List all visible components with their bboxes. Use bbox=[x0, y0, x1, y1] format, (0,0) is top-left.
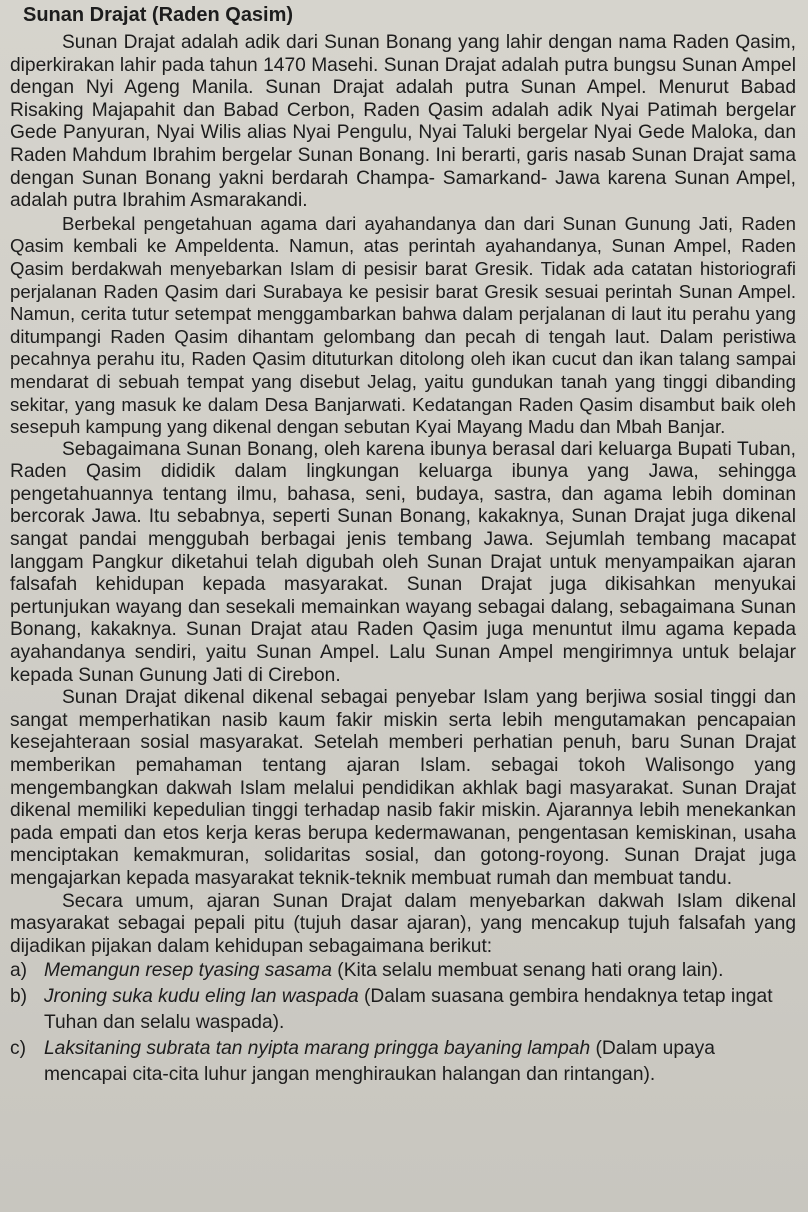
paragraph-3: Sebagaimana Sunan Bonang, oleh karena ibunya berasal dari keluarga Bupati Tuban, Raden Qasim dididik dalam lingkungan keluarga ibunya yang Jawa, sehingga pengetahuannya tentang ilmu, bahasa, seni, budaya, sastra, dan agama lebih dominan bercorak Jawa. Itu sebabnya, seperti Sunan Bonang, kakaknya, Sunan Drajat juga dikenal sangat pandai menggubah berbagai jenis tembang Jawa. Sejumlah tembang macapat langgam Pangkur diketahui telah digubah oleh Sunan Drajat untuk menyampaikan ajaran falsafah kehidupan kepada masyarakat. Sunan Drajat juga dikisahkan menyukai pertunjukan wayang dan sesekali memainkan wayang sebagai dalang, sebagaimana Sunan Bonang, kakaknya. Sunan Drajat atau Raden Qasim juga menuntut ilmu agama kepada ayahandanya sendiri, yaitu Sunan Ampel. Lalu Sunan Ampel mengirimnya untuk belajar kepada Sunan Gunung Jati di Cirebon. bbox=[10, 438, 796, 686]
list-meaning: (Kita selalu membuat senang hati orang lain). bbox=[331, 960, 724, 982]
paragraph-5: Secara umum, ajaran Sunan Drajat dalam menyebarkan dakwah Islam dikenal masyarakat sebagai pepali pitu (tujuh dasar ajaran), yang mencakup tujuh falsafah yang dijadikan pijakan dalam kehidupan sebagaimana berikut: bbox=[10, 890, 796, 957]
list-marker: b) bbox=[10, 986, 28, 1008]
list-item bbox=[10, 984, 796, 1036]
list-meaning: (Dalam upaya mencapai cita-cita luhur jangan menghiraukan halangan dan rintangan). bbox=[44, 1038, 715, 1086]
list-item bbox=[10, 958, 796, 984]
ajaran-list bbox=[10, 958, 796, 1088]
list-item bbox=[10, 1036, 796, 1088]
list-term: Laksitaning subrata tan nyipta marang pringga bayaning lampah bbox=[44, 1038, 591, 1060]
list-meaning: (Dalam suasana gembira hendaknya tetap ingat Tuhan dan selalu waspada). bbox=[44, 986, 773, 1034]
list-marker: a) bbox=[10, 960, 28, 982]
paragraph-4: Sunan Drajat dikenal dikenal sebagai penyebar Islam yang berjiwa sosial tinggi dan sangat memperhatikan nasib kaum fakir miskin serta lebih mengutamakan pencapaian kesejahteraan sosial masyarakat. Setelah memberi perhatian penuh, baru Sunan Drajat memberikan pemahaman tentang ajaran Islam. sebagai tokoh Walisongo yang mengembangkan dakwah Islam melalui pendidikan akhlak bagi masyarakat. Sunan Drajat dikenal memiliki kepedulian tinggi terhadap nasib fakir miskin. Ajarannya lebih menekankan pada empati dan etos kerja keras berupa kedermawanan, pengentasan kemiskinan, usaha menciptakan kemakmuran, solidaritas sosial, dan gotong-royong. Sunan Drajat juga mengajarkan kepada masyarakat teknik-teknik membuat rumah dan membuat tandu. bbox=[10, 687, 796, 889]
paragraph-2: Berbekal pengetahuan agama dari ayahandanya dan dari Sunan Gunung Jati, Raden Qasim kembali ke Ampeldenta. Namun, atas perintah ayahandanya, Sunan Ampel, Raden Qasim berdakwah menyebarkan Islam di pesisir barat Gresik. Tidak ada catatan historiografi perjalanan Raden Qasim dari Surabaya ke pesisir barat Gresik sesuai perintah Sunan Ampel. Namun, cerita tutur setempat menggambarkan bahwa dalam perjalanan di laut itu perahu yang ditumpangi Raden Qasim dihantam gelombang dan pecah di tengah laut. Dalam peristiwa pecahnya perahu itu, Raden Qasim dituturkan ditolong oleh ikan cucut dan ikan talang sampai mendarat di sebuah tempat yang disebut Jelag, yaitu gundukan tanah yang tinggi dibanding sekitar, yang masuk ke dalam Desa Banjarwati. Kedatangan Raden Qasim disambut baik oleh sesepuh kampung yang dikenal dengan sebutan Kyai Mayang Madu dan Mbah Banjar. bbox=[10, 212, 796, 438]
list-term: Jroning suka kudu eling lan waspada bbox=[44, 986, 359, 1008]
page-title: Sunan Drajat (Raden Qasim) bbox=[23, 4, 294, 26]
paragraph-1: Sunan Drajat adalah adik dari Sunan Bonang yang lahir dengan nama Raden Qasim, diperkirakan lahir pada tahun 1470 Masehi. Sunan Drajat adalah putra bungsu Sunan Ampel dengan Nyi Ageng Manila. Sunan Drajat adalah putra Sunan Ampel. Menurut Babad Risaking Majapahit dan Babad Cerbon, Raden Qasim adalah adik Nyai Patimah bergelar Gede Panyuran, Nyai Wilis alias Nyai Pengulu, Nyai Taluki bergelar Nyai Gede Maloka, dan Raden Mahdum Ibrahim bergelar Sunan Bonang. Ini berarti, garis nasab Sunan Drajat sama dengan Sunan Bonang yakni berdarah Champa- Samarkand- Jawa karena Sunan Ampel, adalah putra Ibrahim Asmarakandi. bbox=[10, 32, 796, 212]
list-term: Memangun resep tyasing sasama bbox=[44, 960, 332, 982]
list-marker: c) bbox=[10, 1038, 26, 1060]
